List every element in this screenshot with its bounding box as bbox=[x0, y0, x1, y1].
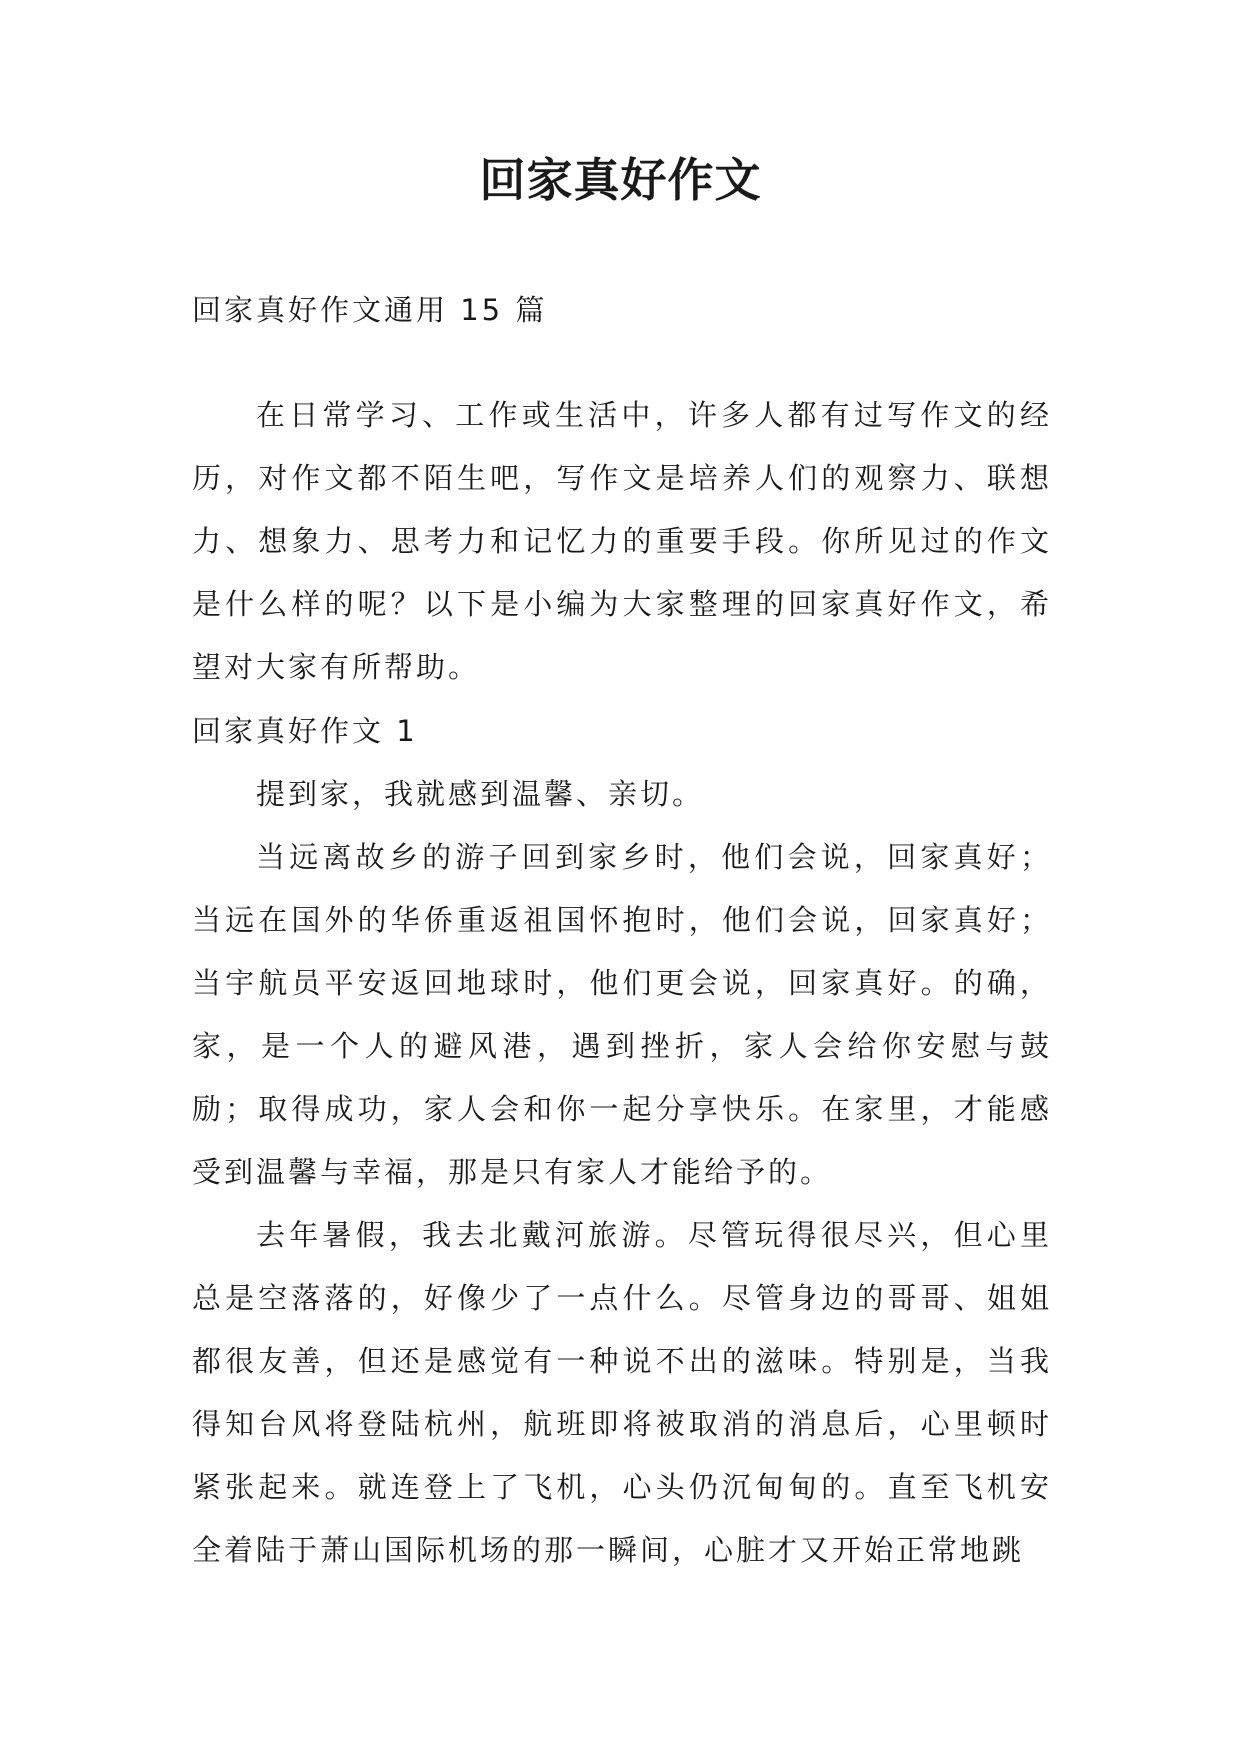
document-body bbox=[192, 282, 1052, 1582]
essay-paragraph: 提到家，我就感到温馨、亲切。 bbox=[256, 777, 705, 811]
essay-paragraph: 去年暑假，我去北戴河旅游。尽管玩得很尽兴，但心里总是空落落的，好像少了一点什么。尽管身边的哥哥、姐姐都很友善，但还是感觉有一种说不出的滋味。特别是，当我得知台风将登陆杭州，航班即将被取消的消息后，心里顿时紧张起来。就连登上了飞机，心头仍沉甸甸的。直至飞机安全着陆于萧山国际机场的那一瞬间，心脏才又开始正常地跳 bbox=[192, 1218, 1052, 1567]
intro-paragraph: 在日常学习、工作或生活中，许多人都有过写作文的经历，对作文都不陌生吧，写作文是培养人们的观察力、联想力、想象力、思考力和记忆力的重要手段。你所见过的作文是什么样的呢？以下是小编为大家整理的回家真好作文，希望对大家有所帮助。 bbox=[192, 398, 1052, 684]
essay-heading: 回家真好作文 1 bbox=[192, 714, 418, 748]
essay-paragraph: 当远离故乡的游子回到家乡时，他们会说，回家真好；当远在国外的华侨重返祖国怀抱时，他们会说，回家真好；当宇航员平安返回地球时，他们更会说，回家真好。的确，家，是一个人的避风港，遇到挫折，家人会给你安慰与鼓励；取得成功，家人会和你一起分享快乐。在家里，才能感受到温馨与幸福，那是只有家人才能给予的。 bbox=[192, 840, 1052, 1189]
document-subtitle: 回家真好作文通用 15 篇 bbox=[192, 293, 548, 327]
document-title: 回家真好作文 bbox=[479, 153, 762, 207]
